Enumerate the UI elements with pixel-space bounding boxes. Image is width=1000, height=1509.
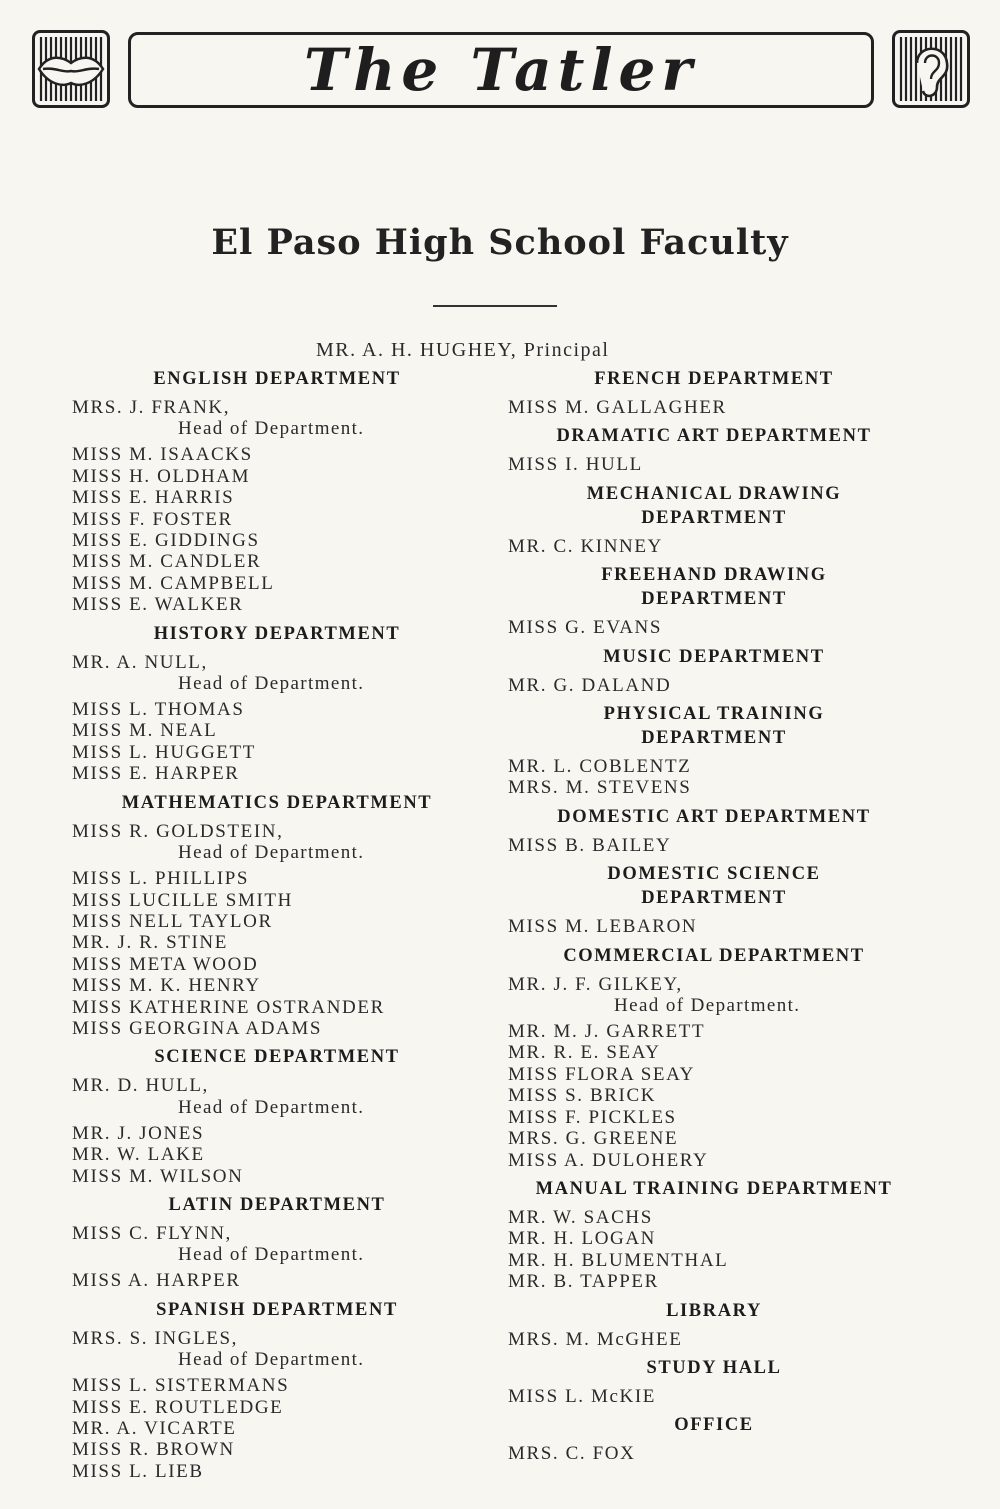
member-role-note: Head of Department. [178, 1349, 365, 1371]
faculty-member: MR. H. LOGAN [508, 1228, 656, 1250]
department-block [508, 860, 938, 937]
faculty-member: MISS G. EVANS [508, 617, 663, 639]
faculty-member: MR. W. SACHS [508, 1206, 653, 1228]
faculty-member: MISS H. OLDHAM [72, 465, 251, 487]
faculty-member: MR. C. KINNEY [508, 535, 663, 557]
faculty-member: MISS L. LIEB [72, 1460, 204, 1482]
department-heading: HISTORY DEPARTMENT [153, 623, 401, 644]
faculty-member: MISS M. CANDLER [72, 551, 262, 573]
faculty-member: MISS R. GOLDSTEIN, [72, 820, 284, 842]
faculty-member: MISS L. THOMAS [72, 699, 245, 721]
department-heading: SPANISH DEPARTMENT [156, 1299, 398, 1320]
faculty-member: MISS R. BROWN [72, 1439, 235, 1461]
department-block [508, 1297, 938, 1350]
faculty-member: MISS L. McKIE [508, 1385, 656, 1407]
faculty-member: MISS FLORA SEAY [508, 1063, 695, 1085]
faculty-member: MR. J. F. GILKEY, [508, 973, 683, 995]
faculty-member: MRS. M. McGHEE [508, 1328, 683, 1350]
faculty-member: MRS. C. FOX [508, 1443, 636, 1465]
faculty-member: MISS I. HULL [508, 454, 643, 476]
faculty-member: MISS M. K. HENRY [72, 975, 261, 997]
department-block [508, 422, 938, 475]
department-block [72, 1191, 502, 1292]
faculty-member: MR. H. BLUMENTHAL [508, 1249, 729, 1271]
department-block [72, 620, 502, 785]
department-heading: MUSIC DEPARTMENT [603, 646, 825, 667]
faculty-member: MISS M. LEBARON [508, 916, 698, 938]
department-heading: SCIENCE DEPARTMENT [154, 1047, 400, 1068]
faculty-member: MRS. M. STEVENS [508, 777, 692, 799]
faculty-member: MISS E. HARRIS [72, 487, 235, 509]
principal-line: MR. A. H. HUGHEY, Principal [316, 339, 610, 361]
department-heading: FREEHAND DRAWING DEPARTMENT [601, 565, 827, 610]
masthead-frame [128, 32, 874, 108]
member-role-note: Head of Department. [178, 673, 365, 695]
faculty-member: MRS. J. FRANK, [72, 397, 231, 418]
department-heading: COMMERCIAL DEPARTMENT [563, 945, 865, 966]
faculty-member: MR. D. HULL, [72, 1075, 209, 1097]
member-role-note: Head of Department. [178, 842, 365, 864]
faculty-member: MISS L. PHILLIPS [72, 868, 250, 890]
faculty-member: MISS M. GALLAGHER [508, 397, 727, 418]
department-block [72, 789, 502, 1040]
faculty-member: MRS. S. INGLES, [72, 1327, 238, 1349]
member-role-note: Head of Department. [614, 995, 801, 1017]
faculty-member: MISS E. GIDDINGS [72, 530, 260, 552]
faculty-member: MISS LUCILLE SMITH [72, 889, 293, 911]
faculty-member: MR. J. R. STINE [72, 932, 228, 954]
department-heading: DRAMATIC ART DEPARTMENT [556, 426, 872, 447]
department-block [72, 1043, 502, 1187]
department-heading: FRENCH DEPARTMENT [594, 369, 834, 389]
department-heading: DOMESTIC SCIENCE DEPARTMENT [607, 864, 821, 909]
department-block [508, 480, 938, 557]
ear-icon [892, 30, 970, 108]
faculty-member: MISS S. BRICK [508, 1085, 657, 1107]
department-block [72, 365, 502, 616]
member-role-note: Head of Department. [178, 1244, 365, 1266]
left-column [72, 365, 502, 1486]
department-block [508, 1411, 938, 1464]
department-heading: MANUAL TRAINING DEPARTMENT [535, 1178, 893, 1199]
member-role-note: Head of Department. [178, 1096, 365, 1118]
right-column [508, 365, 938, 1469]
faculty-member: MISS L. HUGGETT [72, 741, 256, 763]
department-heading: MATHEMATICS DEPARTMENT [121, 792, 433, 813]
department-block [508, 803, 938, 856]
divider [433, 305, 557, 307]
masthead-title: The Tatler [304, 36, 698, 104]
page-heading: El Paso High School Faculty [211, 222, 789, 263]
faculty-member: MR. J. JONES [72, 1122, 205, 1144]
department-heading: OFFICE [674, 1415, 754, 1436]
faculty-member: MISS M. ISAACKS [72, 444, 253, 466]
faculty-member: MR. R. E. SEAY [508, 1042, 661, 1064]
member-role-note: Head of Department. [178, 418, 365, 440]
faculty-member: MISS KATHERINE OSTRANDER [72, 996, 385, 1018]
department-heading: PHYSICAL TRAINING DEPARTMENT [603, 704, 825, 749]
faculty-member: MISS M. CAMPBELL [72, 572, 275, 594]
faculty-member: MISS E. WALKER [72, 594, 244, 616]
faculty-member: MISS M. WILSON [72, 1165, 244, 1187]
department-block [508, 1354, 938, 1407]
department-block [508, 365, 938, 418]
faculty-member: MR. W. LAKE [72, 1144, 205, 1166]
faculty-member: MISS M. NEAL [72, 720, 218, 742]
faculty-member: MR. A. NULL, [72, 651, 208, 673]
department-heading: ENGLISH DEPARTMENT [153, 369, 401, 389]
faculty-member: MR. L. COBLENTZ [508, 756, 692, 778]
department-heading: DOMESTIC ART DEPARTMENT [557, 806, 871, 827]
faculty-member: MR. G. DALAND [508, 674, 672, 696]
faculty-member: MISS F. FOSTER [72, 508, 233, 530]
department-heading: STUDY HALL [646, 1357, 782, 1378]
faculty-member: MISS E. HARPER [72, 763, 240, 785]
faculty-member: MISS C. FLYNN, [72, 1222, 232, 1244]
department-block [508, 1175, 938, 1293]
faculty-member: MISS META WOOD [72, 953, 259, 975]
department-heading: LIBRARY [666, 1300, 762, 1321]
faculty-member: MISS F. PICKLES [508, 1106, 677, 1128]
department-block [508, 643, 938, 696]
faculty-member: MISS E. ROUTLEDGE [72, 1396, 284, 1418]
header-banner [30, 28, 972, 112]
department-block [508, 942, 938, 1171]
faculty-member: MR. M. J. GARRETT [508, 1021, 706, 1043]
department-heading: MECHANICAL DRAWING DEPARTMENT [586, 483, 842, 528]
faculty-member: MISS GEORGINA ADAMS [72, 1017, 322, 1039]
department-block [508, 700, 938, 799]
lips-icon [32, 30, 110, 108]
faculty-member: MISS L. SISTERMANS [72, 1375, 290, 1397]
faculty-member: MISS NELL TAYLOR [72, 910, 273, 932]
department-block [72, 1296, 502, 1482]
faculty-member: MISS B. BAILEY [508, 834, 672, 856]
faculty-member: MR. B. TAPPER [508, 1271, 659, 1293]
faculty-member: MISS A. DULOHERY [508, 1149, 709, 1171]
faculty-member: MISS A. HARPER [72, 1270, 241, 1292]
department-block [508, 561, 938, 638]
department-heading: LATIN DEPARTMENT [168, 1194, 386, 1215]
faculty-member: MR. A. VICARTE [72, 1418, 237, 1439]
faculty-member: MRS. G. GREENE [508, 1128, 679, 1150]
